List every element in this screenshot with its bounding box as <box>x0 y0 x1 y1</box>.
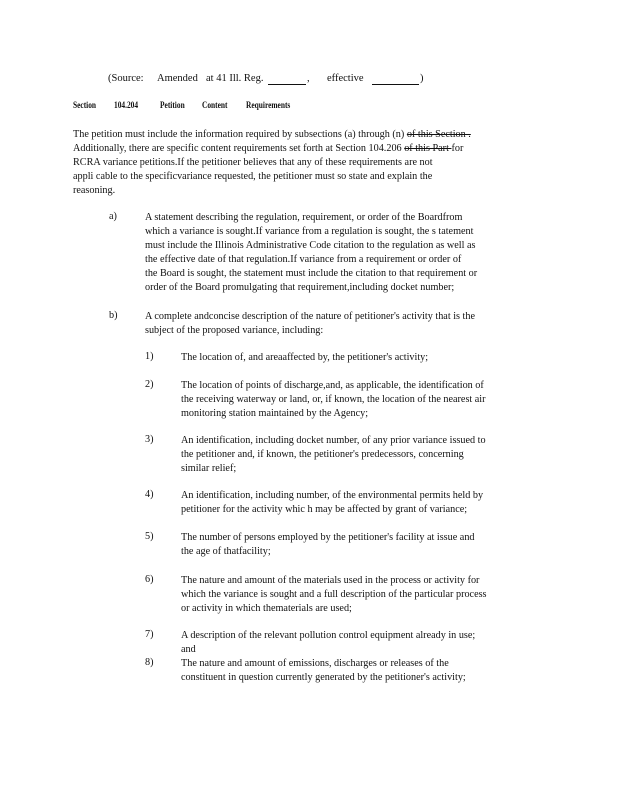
source-close: ) <box>420 73 424 84</box>
source-effective: effective <box>327 73 364 84</box>
section-number: 104.204 <box>114 101 139 111</box>
text-line: the receiving waterway or land, or, if known, the location of the nearest air <box>181 394 486 405</box>
text-line: order of the Board promulgating that requirement,including docket number; <box>145 282 455 293</box>
intro-paragraph <box>73 128 543 198</box>
item-7-label: 7) <box>145 629 154 640</box>
intro-line: RCRA variance petitions.If the petitioner believes that any of these requirements are not <box>73 157 433 168</box>
text-line: the effective date of that regulation.If variance from a requirement or order of <box>145 254 462 265</box>
item-1-text <box>181 351 428 365</box>
intro-line: appli cable to the specificvariance requested, the petitioner must so state and explain the <box>73 171 433 182</box>
item-2-label: 2) <box>145 379 154 390</box>
text-line: petitioner for the activity whic h may be affected by grant of variance; <box>181 504 468 515</box>
item-7-text <box>181 629 475 657</box>
heading-word-content: Content <box>202 101 228 111</box>
text-line: The location of, and areaaffected by, the petitioner's activity; <box>181 352 429 363</box>
item-8-text <box>181 657 466 685</box>
subsection-a-text <box>145 211 477 295</box>
text-line: must include the Illinois Administrative Code citation to the regulation as well as <box>145 240 476 251</box>
subsection-a-label: a) <box>109 211 117 222</box>
text-line: the petitioner and, if known, the petitioner's predecessors, concerning <box>181 449 464 460</box>
item-1-label: 1) <box>145 351 154 362</box>
text-line: An identification, including docket number, of any prior variance issued to <box>181 435 486 446</box>
item-6-label: 6) <box>145 574 154 585</box>
heading-word-petition: Petition <box>160 101 185 111</box>
text-line: the age of thatfacility; <box>181 546 271 557</box>
text-line: A complete andconcise description of the nature of petitioner's activity that is the <box>145 311 475 322</box>
item-6-text <box>181 574 487 616</box>
text-line: similar relief; <box>181 463 237 474</box>
intro-line <box>73 142 543 156</box>
source-amended: Amended <box>157 73 198 84</box>
item-5-text <box>181 531 475 559</box>
struck-text: of this Part <box>404 143 452 154</box>
subsection-b-text <box>145 310 475 338</box>
source-comma: , <box>307 73 310 84</box>
item-3-label: 3) <box>145 434 154 445</box>
intro-text: Additionally, there are specific content requirements set forth at Section 104.206 <box>73 143 405 154</box>
item-4-text <box>181 489 483 517</box>
heading-word-requirements: Requirements <box>246 101 291 111</box>
section-label: Section <box>73 101 97 111</box>
text-line: The nature and amount of the materials used in the process or activity for <box>181 575 480 586</box>
text-line: A description of the relevant pollution control equipment already in use; <box>181 630 476 641</box>
text-line: constituent in question currently generated by the petitioner's activity; <box>181 672 466 683</box>
struck-text: of this Section . <box>406 129 471 140</box>
intro-line: reasoning. <box>73 185 116 196</box>
item-4-label: 4) <box>145 489 154 500</box>
text-line: An identification, including number, of the environmental permits held by <box>181 490 484 501</box>
text-line: A statement describing the regulation, requirement, or order of the Boardfrom <box>145 212 463 223</box>
subsection-b-label: b) <box>109 310 118 321</box>
source-register-blank <box>268 73 306 85</box>
text-line: The number of persons employed by the petitioner's facility at issue and <box>181 532 475 543</box>
text-line: and <box>181 644 196 655</box>
item-5-label: 5) <box>145 531 154 542</box>
text-line: The location of points of discharge,and, as applicable, the identification of <box>181 380 484 391</box>
item-3-text <box>181 434 486 476</box>
source-open: (Source: <box>108 73 144 84</box>
intro-text: The petition must include the information required by subsections (a) through (n) <box>73 129 407 140</box>
source-effective-blank <box>372 73 419 85</box>
text-line: or activity in which thematerials are used; <box>181 603 352 614</box>
source-register-ref: at 41 Ill. Reg. <box>206 73 264 84</box>
text-line: The nature and amount of emissions, discharges or releases of the <box>181 658 449 669</box>
item-8-label: 8) <box>145 657 154 668</box>
text-line: which the variance is sought and a full description of the particular process <box>181 589 487 600</box>
intro-line <box>73 128 543 142</box>
item-2-text <box>181 379 486 421</box>
text-line: which a variance is sought.If variance from a regulation is sought, the s tatement <box>145 226 474 237</box>
text-line: monitoring station maintained by the Agency; <box>181 408 369 419</box>
intro-text: for <box>451 143 464 154</box>
text-line: subject of the proposed variance, including: <box>145 325 324 336</box>
text-line: the Board is sought, the statement must include the citation to that requirement or <box>145 268 478 279</box>
